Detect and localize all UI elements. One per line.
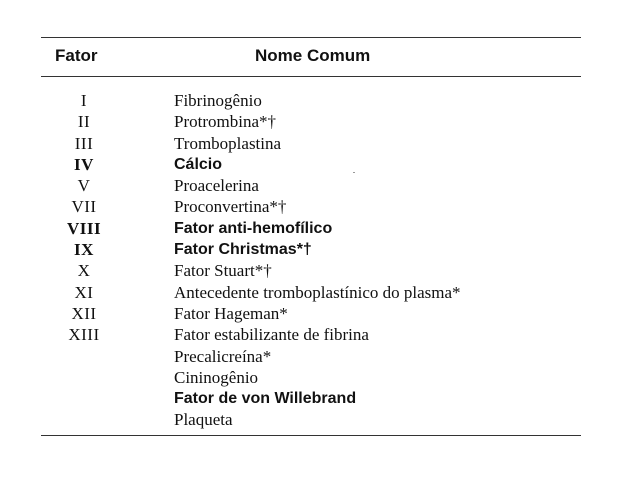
table-header-row (41, 46, 581, 70)
table-row (41, 409, 581, 430)
table-row (41, 239, 581, 260)
table-row (41, 388, 581, 409)
table-row (41, 196, 581, 217)
factor-number: XII (71, 303, 97, 323)
factor-common-name: Protrombina*† (174, 112, 276, 132)
factor-common-name: Fator Stuart*† (174, 261, 272, 281)
table-row (41, 218, 581, 239)
factor-common-name: Plaqueta (174, 410, 233, 430)
factor-common-name: Fator Christmas*† (174, 241, 312, 259)
factor-number: V (77, 176, 91, 196)
factor-number: XI (74, 282, 94, 302)
factor-number: I (80, 91, 88, 110)
factor-common-name: Precalicreína* (174, 346, 272, 366)
factor-common-name: Proacelerina (174, 176, 259, 196)
table-row (41, 346, 581, 367)
table-row (41, 260, 581, 281)
factor-number: VIII (66, 218, 102, 238)
table-header-rule (41, 76, 581, 77)
header-nome-comum: Nome Comum (255, 46, 371, 65)
factor-number: VII (71, 197, 97, 217)
table-row (41, 175, 581, 196)
header-fator: Fator (55, 46, 98, 65)
factor-number: II (77, 112, 91, 132)
factor-common-name: Fator Hageman* (174, 303, 288, 323)
factor-common-name: Antecedente tromboplastínico do plasma* (174, 282, 461, 302)
table-bottom-rule (41, 435, 581, 436)
factor-number: IV (74, 154, 94, 174)
table-row (41, 282, 581, 303)
factor-common-name: Cininogênio (174, 367, 259, 387)
table-top-rule (41, 37, 581, 38)
table-body (41, 90, 581, 431)
scan-speck (353, 172, 355, 173)
table-row (41, 90, 581, 111)
table-row (41, 111, 581, 132)
table-row (41, 367, 581, 388)
factor-common-name: Fator anti-hemofílico (174, 219, 333, 237)
table-row (41, 154, 581, 175)
table-row (41, 324, 581, 345)
factor-common-name: Proconvertina*† (174, 197, 287, 217)
factor-number: IX (74, 240, 94, 260)
factor-number: X (77, 261, 91, 281)
factor-common-name: Fibrinogênio (174, 91, 262, 110)
table-row (41, 303, 581, 324)
factor-common-name: Fator de von Willebrand (174, 390, 357, 408)
factor-common-name: Fator estabilizante de fibrina (174, 325, 369, 345)
factor-number: III (74, 133, 94, 153)
table-row (41, 133, 581, 154)
factor-common-name: Tromboplastina (174, 133, 282, 153)
factor-common-name: Cálcio (174, 155, 223, 173)
factor-number: XIII (68, 325, 100, 345)
